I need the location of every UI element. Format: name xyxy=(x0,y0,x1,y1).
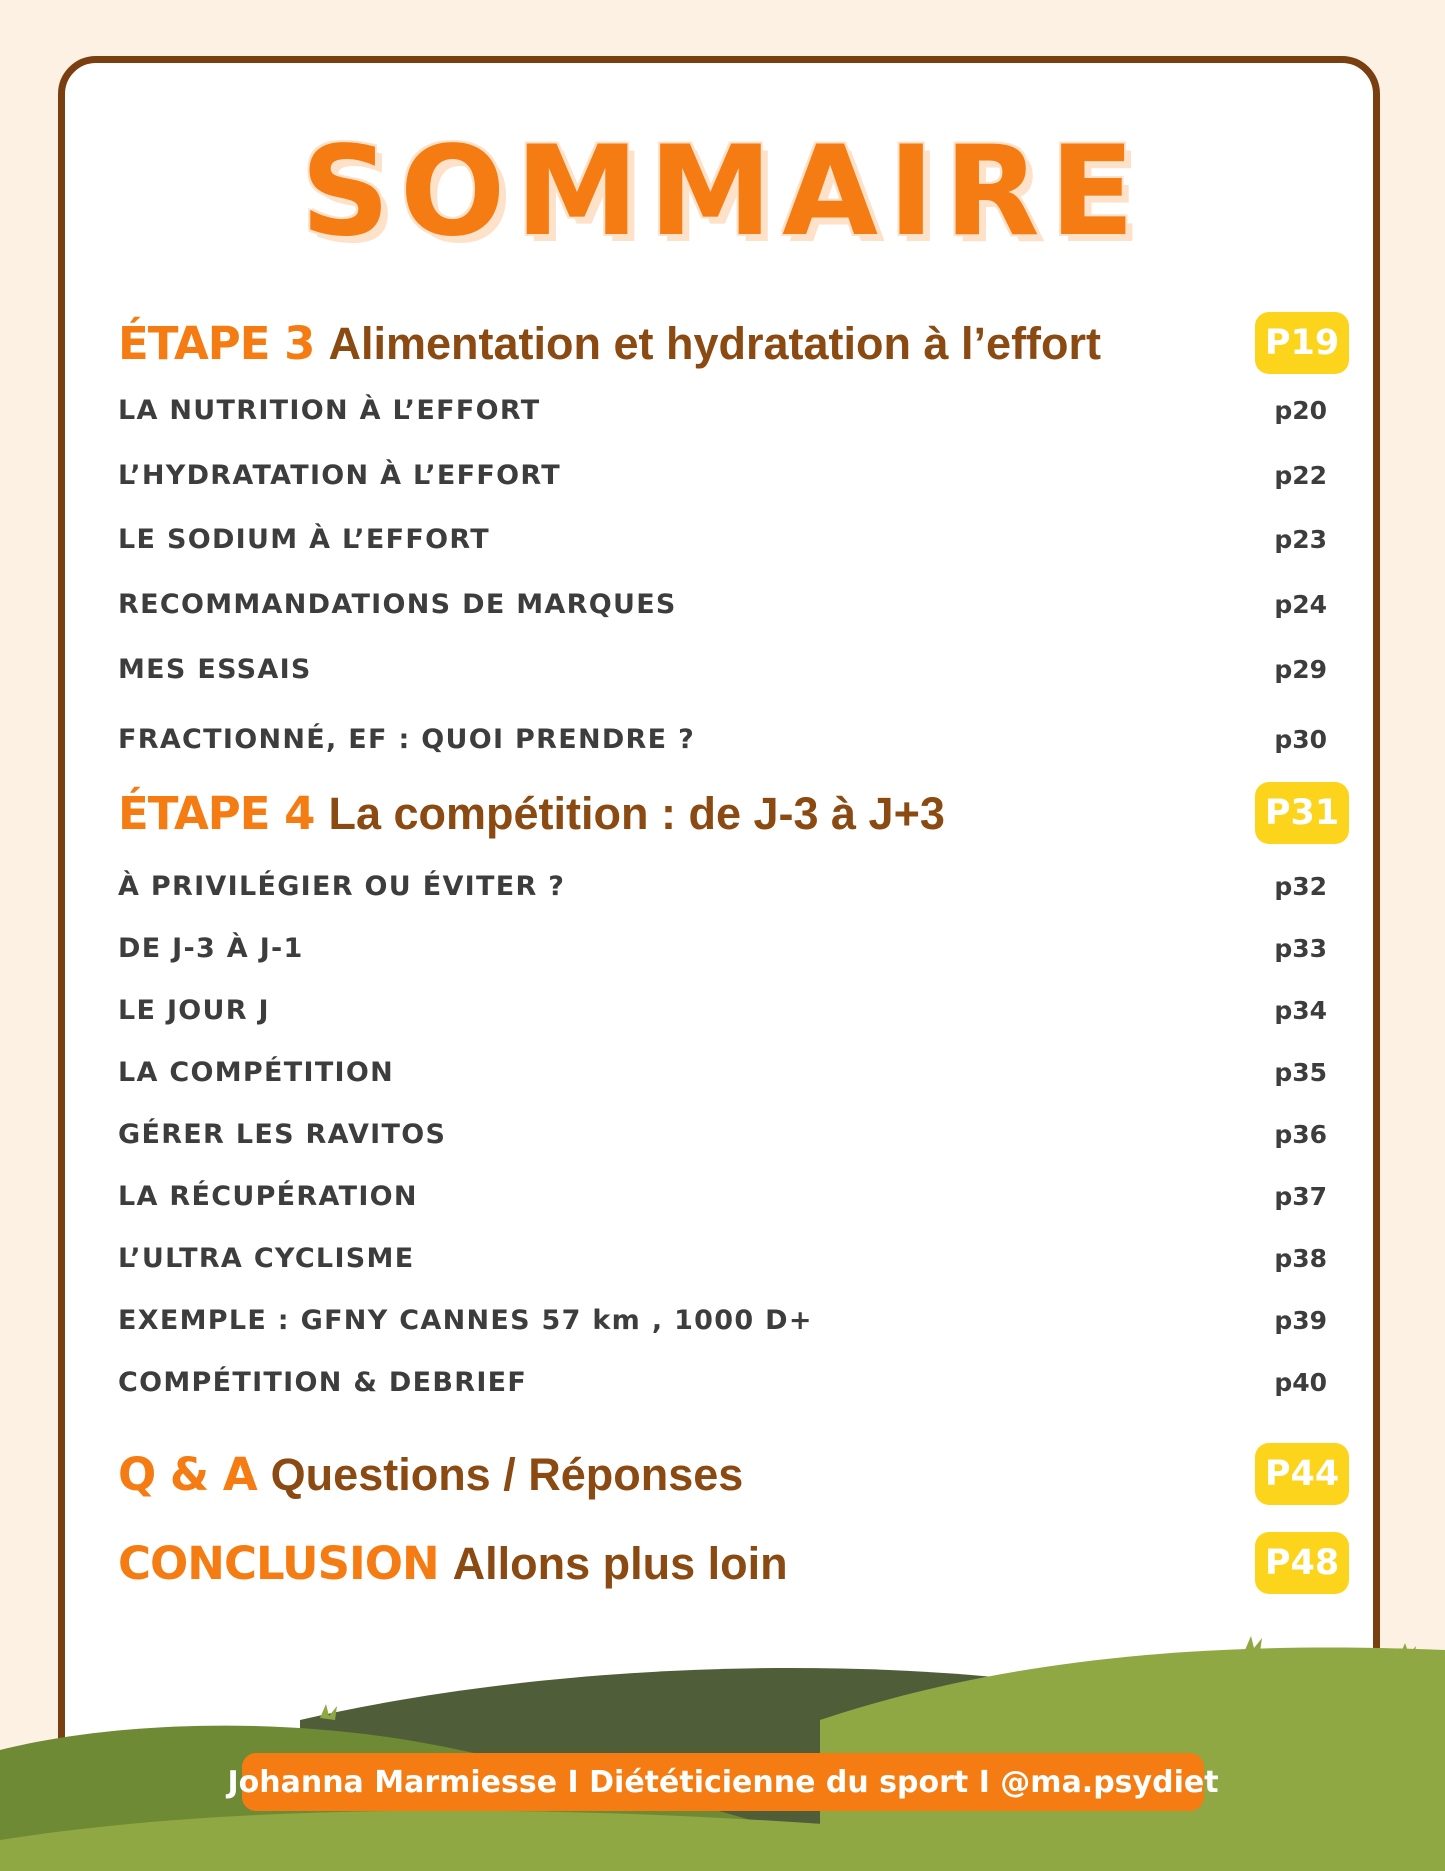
toc-item[interactable] xyxy=(118,649,1327,689)
section-etape-3[interactable] xyxy=(118,312,1349,374)
toc-item-label: L’HYDRATATION À L’EFFORT xyxy=(118,459,561,491)
section-name: La compétition : de J-3 à J+3 xyxy=(328,787,945,839)
section-tag: ÉTAPE 3 xyxy=(118,316,315,370)
section-q-and-a[interactable] xyxy=(118,1443,1349,1505)
toc-item[interactable] xyxy=(118,455,1327,495)
toc-item-page: p38 xyxy=(1274,1243,1327,1273)
toc-item[interactable] xyxy=(118,1238,1327,1278)
section-heading xyxy=(118,316,1102,370)
toc-item-label: FRACTIONNÉ, EF : QUOI PRENDRE ? xyxy=(118,723,696,755)
toc-item[interactable] xyxy=(118,390,1327,430)
toc-item[interactable] xyxy=(118,1300,1327,1340)
toc-item-page: p39 xyxy=(1274,1305,1327,1335)
toc-item-page: p33 xyxy=(1274,933,1327,963)
toc-item[interactable] xyxy=(118,928,1327,968)
toc-item[interactable] xyxy=(118,719,1327,759)
section-name: Allons plus loin xyxy=(452,1537,788,1589)
section-name: Alimentation et hydratation à l’effort xyxy=(328,317,1102,369)
toc-item-label: COMPÉTITION & DEBRIEF xyxy=(118,1366,528,1398)
toc-item-page: p34 xyxy=(1274,995,1327,1025)
page-title: SOMMAIRE xyxy=(300,120,1145,264)
toc-item[interactable] xyxy=(118,1052,1327,1092)
toc-item-label: LE JOUR J xyxy=(118,994,270,1026)
section-tag: ÉTAPE 4 xyxy=(118,786,315,840)
toc-item-page: p29 xyxy=(1274,654,1327,684)
toc-item-label: RECOMMANDATIONS DE MARQUES xyxy=(118,588,677,620)
toc-item-page: p36 xyxy=(1274,1119,1327,1149)
toc-item[interactable] xyxy=(118,1114,1327,1154)
toc-item-label: MES ESSAIS xyxy=(118,653,312,685)
toc-item-page: p22 xyxy=(1274,460,1327,490)
toc-item-label: EXEMPLE : GFNY CANNES 57 km , 1000 D+ xyxy=(118,1304,813,1336)
toc-item[interactable] xyxy=(118,1176,1327,1216)
hills-illustration xyxy=(0,1600,1445,1871)
toc-item-page: p23 xyxy=(1274,524,1327,554)
toc-item[interactable] xyxy=(118,990,1327,1030)
section-tag: Q & A xyxy=(118,1447,257,1501)
toc-item[interactable] xyxy=(118,584,1327,624)
section-heading xyxy=(118,786,945,840)
section-etape-4[interactable] xyxy=(118,782,1349,844)
toc-item-label: LA RÉCUPÉRATION xyxy=(118,1180,418,1212)
toc-item-page: p20 xyxy=(1274,395,1327,425)
section-heading xyxy=(118,1536,788,1590)
section-conclusion[interactable] xyxy=(118,1532,1349,1594)
toc-item[interactable] xyxy=(118,519,1327,559)
toc-item-label: LE SODIUM À L’EFFORT xyxy=(118,523,490,555)
toc-item-label: L’ULTRA CYCLISME xyxy=(118,1242,415,1274)
section-tag: CONCLUSION xyxy=(118,1536,439,1590)
toc-item-page: p24 xyxy=(1274,589,1327,619)
toc-item-page: p37 xyxy=(1274,1181,1327,1211)
section-heading xyxy=(118,1447,744,1501)
page-badge: P19 xyxy=(1255,312,1349,374)
toc-item-label: À PRIVILÉGIER OU ÉVITER ? xyxy=(118,870,566,902)
toc-item-label: LA COMPÉTITION xyxy=(118,1056,395,1088)
section-name: Questions / Réponses xyxy=(270,1448,744,1500)
toc-item-page: p40 xyxy=(1274,1367,1327,1397)
toc-item-label: DE J-3 À J-1 xyxy=(118,932,304,964)
page-badge: P44 xyxy=(1255,1443,1349,1505)
toc-item[interactable] xyxy=(118,1362,1327,1402)
page-badge: P48 xyxy=(1255,1532,1349,1594)
toc-item[interactable] xyxy=(118,866,1327,906)
toc-item-page: p30 xyxy=(1274,724,1327,754)
page-badge: P31 xyxy=(1255,782,1349,844)
footer-credit: Johanna Marmiesse I Diététicienne du sport I @ma.psydiet xyxy=(242,1753,1204,1811)
toc-item-page: p35 xyxy=(1274,1057,1327,1087)
toc-item-label: LA NUTRITION À L’EFFORT xyxy=(118,394,541,426)
toc-item-label: GÉRER LES RAVITOS xyxy=(118,1118,447,1150)
toc-item-page: p32 xyxy=(1274,871,1327,901)
